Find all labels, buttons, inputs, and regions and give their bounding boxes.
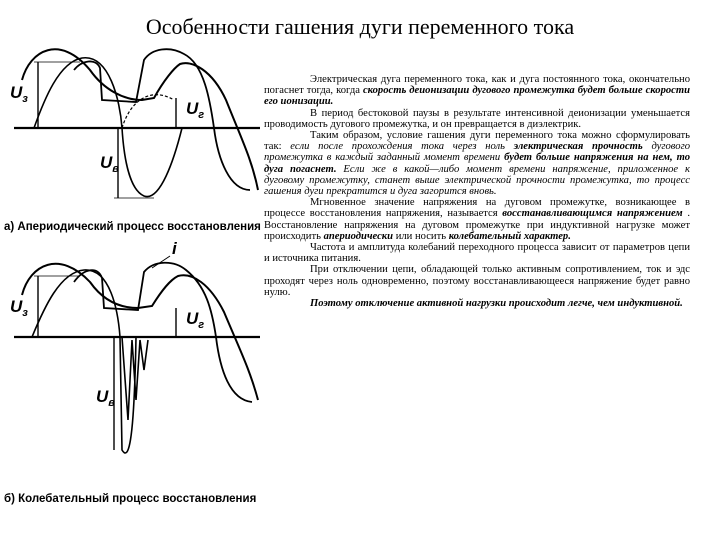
diagram-b	[14, 256, 260, 453]
caption-a: а) Апериодический процесс восстановления	[4, 221, 261, 233]
diagram-a	[14, 49, 260, 198]
paragraph-3: Таким образом, условие гашения дуги переменного тока можно сформулировать так: если после прохождения тока через ноль электрическая прочность дугового промежутка в каждый заданный момент времени будет больше напряжения на нем, то дуга погаснет. Если же в какой—либо момент времени напряжение, приложенное к дуговому промежутку, станет выше электрической прочности промежутка, то процесс гашения дуги прекратится и дуга загорится вновь.	[264, 130, 691, 198]
voltage-curve-a	[22, 49, 258, 190]
paragraph-7: Поэтому отключение активной нагрузки происходит легче, чем индуктивной.	[310, 298, 683, 310]
body-text	[264, 74, 690, 309]
label-ub-b: $U_в$	[96, 387, 115, 409]
arc-diagram-figure	[4, 40, 262, 520]
paragraph-5: Частота и амплитуда колебаний переходного процесса зависит от параметров цепи и источника питания.	[264, 242, 690, 265]
recovery-curve-b	[74, 263, 252, 402]
paragraph-6: При отключении цепи, обладающей только активным сопротивлением, ток и эдс проходят через ноль одновременно, поэтому восстанавливающееся напряжение будет равно нулю.	[264, 264, 690, 298]
caption-b: б) Колебательный процесс восстановления	[4, 493, 257, 505]
current-curve-b	[32, 270, 136, 453]
paragraph-4: Мгновенное значение напряжения на дуговом промежутке, возникающее в процессе восстановления напряжения, называется восстанавливающимся напряжением . Восстановление напряжения на дуговом промежутке при индуктивной нагрузке может происходить апериодически или носить колебательный характер.	[264, 197, 690, 242]
page-title: Особенности гашения дуги переменного тока	[145, 14, 575, 39]
paragraph-1: Электрическая дуга переменного тока, как и дуга постоянного тока, окончательно погаснет тогда, когда скорость деионизации дугового промежутка будет больше скорости его ионизации.	[264, 74, 690, 108]
label-i-b: i	[172, 239, 177, 258]
voltage-curve-b	[22, 264, 258, 400]
label-u3-a: $U_з$	[10, 83, 28, 105]
label-u3-b: $U_з$	[10, 297, 28, 319]
label-ug-b: $U_г$	[186, 309, 205, 331]
paragraph-2: В период бестоковой паузы в результате интенсивной деионизации уменьшается проводимость дугового промежутка, и он превращается в диэлектрик.	[264, 107, 690, 130]
label-ub-a: $U_в$	[100, 153, 119, 175]
label-ug-a: $U_г$	[186, 99, 205, 121]
